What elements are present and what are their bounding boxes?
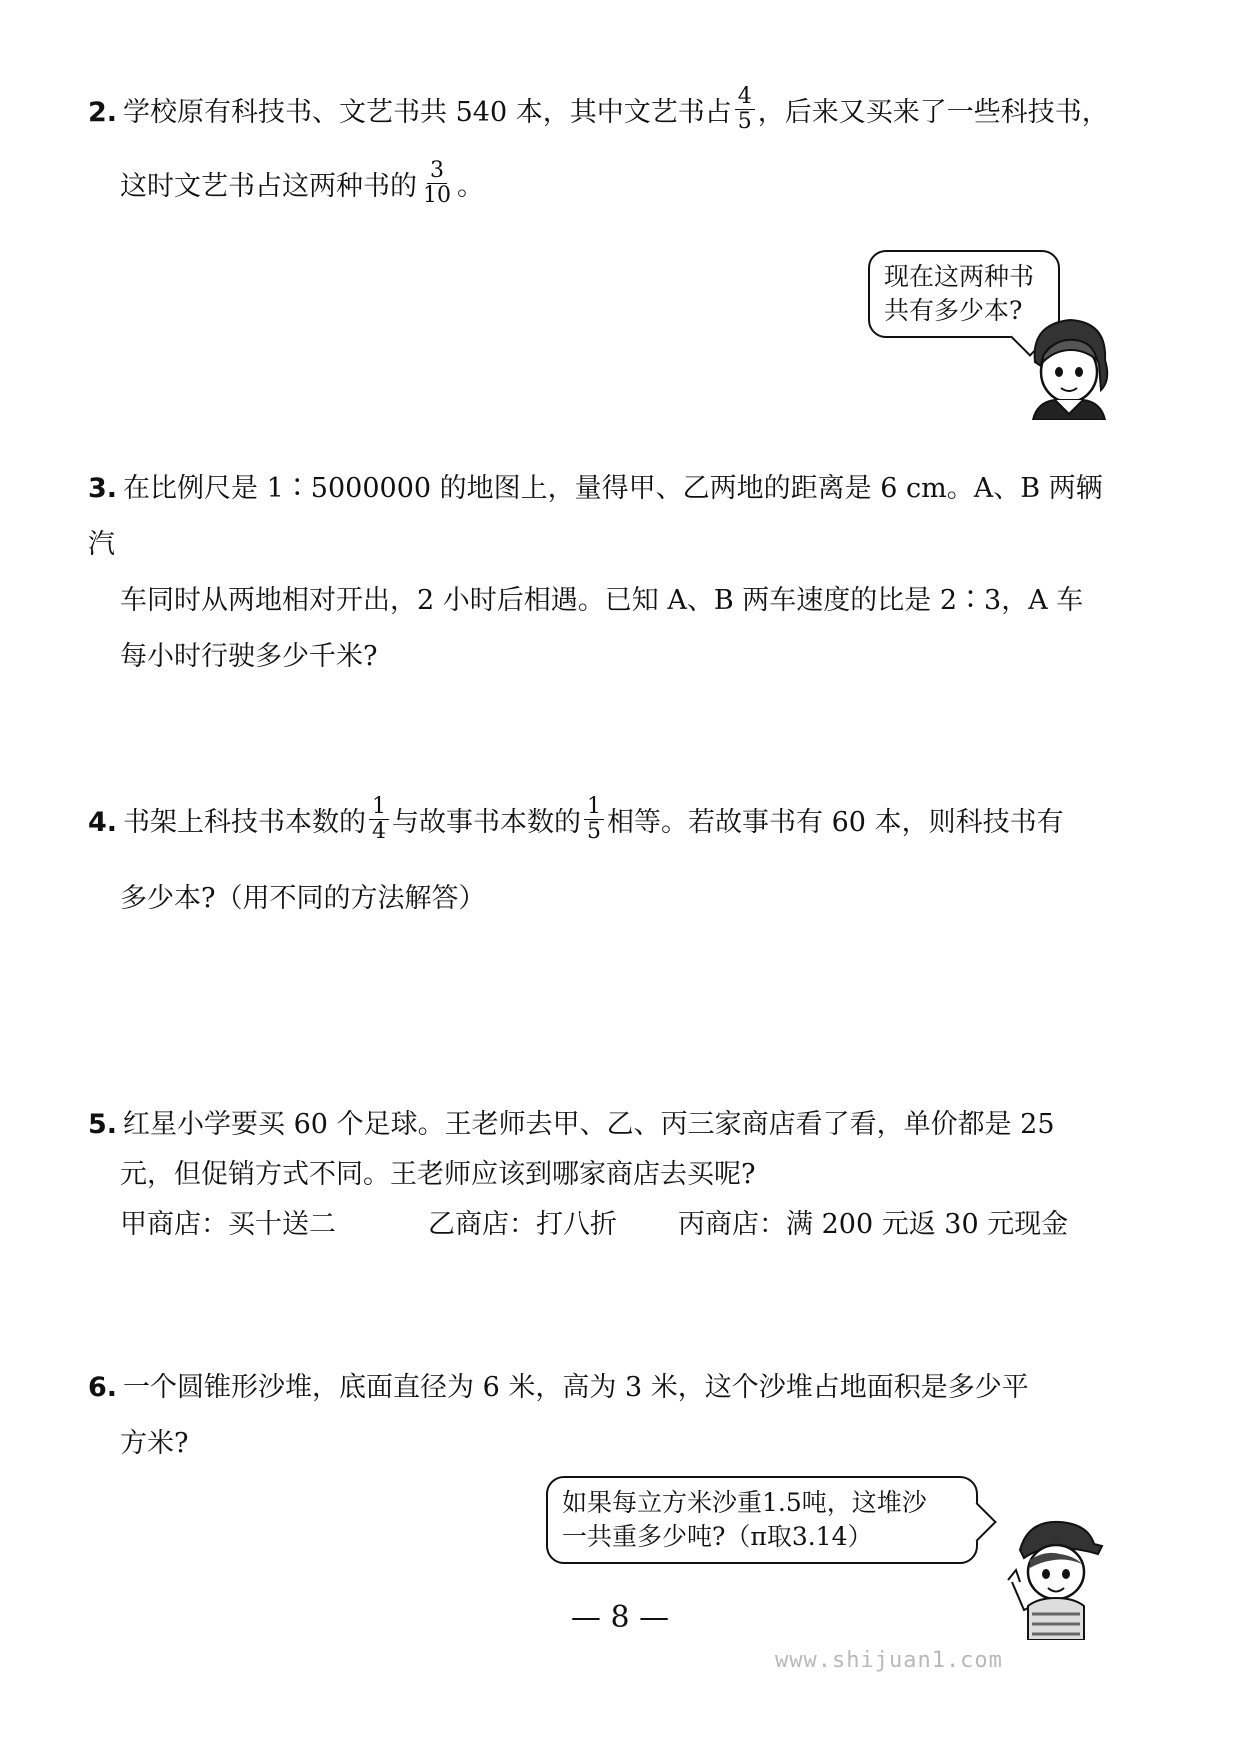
problem-6-line-2: 方米? xyxy=(120,1428,189,1459)
problem-2-line-2 xyxy=(88,154,1128,220)
bubble-tail xyxy=(957,1502,997,1542)
problem-5-shops xyxy=(88,1200,1128,1250)
problem-text: 红星小学要买 60 个足球。王老师去甲、乙、丙三家商店看了看，单价都是 25 xyxy=(123,1109,1055,1140)
problem-3-line-1 xyxy=(88,461,1128,573)
problem-5-line-2: 元，但促销方式不同。王老师应该到哪家商店去买呢? xyxy=(120,1159,756,1190)
fraction-numerator: 1 xyxy=(584,795,604,820)
problem-text: 与故事书本数的 xyxy=(392,807,582,838)
fraction-denominator: 10 xyxy=(423,183,451,208)
fraction-numerator: 1 xyxy=(369,795,389,820)
fraction xyxy=(735,85,755,134)
bubble-text: 共有多少本? xyxy=(884,296,1023,325)
problem-number: 4. xyxy=(88,807,118,838)
bubble-text: 如果每立方米沙重1.5吨，这堆沙 xyxy=(562,1488,927,1517)
problem-number: 2. xyxy=(88,97,118,128)
fraction xyxy=(584,795,604,844)
problem-text: 一个圆锥形沙堆，底面直径为 6 米，高为 3 米，这个沙堆占地面积是多少平 xyxy=(123,1372,1029,1403)
shop-a-offer: 甲商店：买十送二 xyxy=(120,1209,336,1240)
problem-text: ，后来又买来了一些科技书， xyxy=(757,97,1109,128)
problem-text: 在比例尺是 1∶5000000 的地图上，量得甲、乙两地的距离是 6 cm。A、B 两辆汽 xyxy=(88,473,1103,560)
problem-text: 这时文艺书占这两种书的 xyxy=(120,171,417,202)
problem-2-line-1 xyxy=(88,80,1128,146)
problem-text: 相等。若故事书有 60 本，则科技书有 xyxy=(607,807,1064,838)
bubble-text: 现在这两种书 xyxy=(884,262,1035,291)
fraction xyxy=(420,159,454,208)
problem-3 xyxy=(88,461,1128,685)
problem-6-line-1 xyxy=(88,1360,1128,1416)
problem-5-line-1 xyxy=(88,1100,1128,1150)
problem-number: 6. xyxy=(88,1372,118,1403)
problem-number: 5. xyxy=(88,1109,118,1140)
problem-4 xyxy=(88,790,1128,932)
watermark: www.shijuan1.com xyxy=(775,1648,1003,1673)
shop-b-offer: 乙商店：打八折 xyxy=(428,1209,617,1240)
girl-cartoon-icon xyxy=(1015,310,1125,420)
problem-6 xyxy=(88,1360,1128,1472)
problem-4-line-2: 多少本?（用不同的方法解答） xyxy=(120,883,486,914)
problem-number: 3. xyxy=(88,473,118,504)
problem-3-line-3: 每小时行驶多少千米? xyxy=(120,641,378,672)
problem-text: 书架上科技书本数的 xyxy=(123,807,367,838)
problem-2 xyxy=(88,80,1128,220)
fraction-denominator: 5 xyxy=(587,819,602,844)
page-number: — 8 — xyxy=(570,1600,670,1635)
problem-text: 。 xyxy=(457,171,484,202)
fraction-denominator: 4 xyxy=(372,819,387,844)
problem-3-line-2: 车同时从两地相对开出，2 小时后相遇。已知 A、B 两车速度的比是 2∶3，A 车 xyxy=(120,585,1084,616)
fraction-numerator: 3 xyxy=(427,159,447,184)
problem-5 xyxy=(88,1100,1128,1250)
fraction-denominator: 5 xyxy=(737,109,752,134)
speech-bubble-boy xyxy=(546,1476,978,1564)
bubble-text: 一共重多少吨?（π取3.14） xyxy=(562,1522,873,1551)
shop-c-offer: 丙商店：满 200 元返 30 元现金 xyxy=(678,1209,1069,1240)
fraction xyxy=(369,795,389,844)
problem-4-line-1 xyxy=(88,790,1128,856)
problem-text: 学校原有科技书、文艺书共 540 本，其中文艺书占 xyxy=(123,97,732,128)
fraction-numerator: 4 xyxy=(735,85,755,110)
